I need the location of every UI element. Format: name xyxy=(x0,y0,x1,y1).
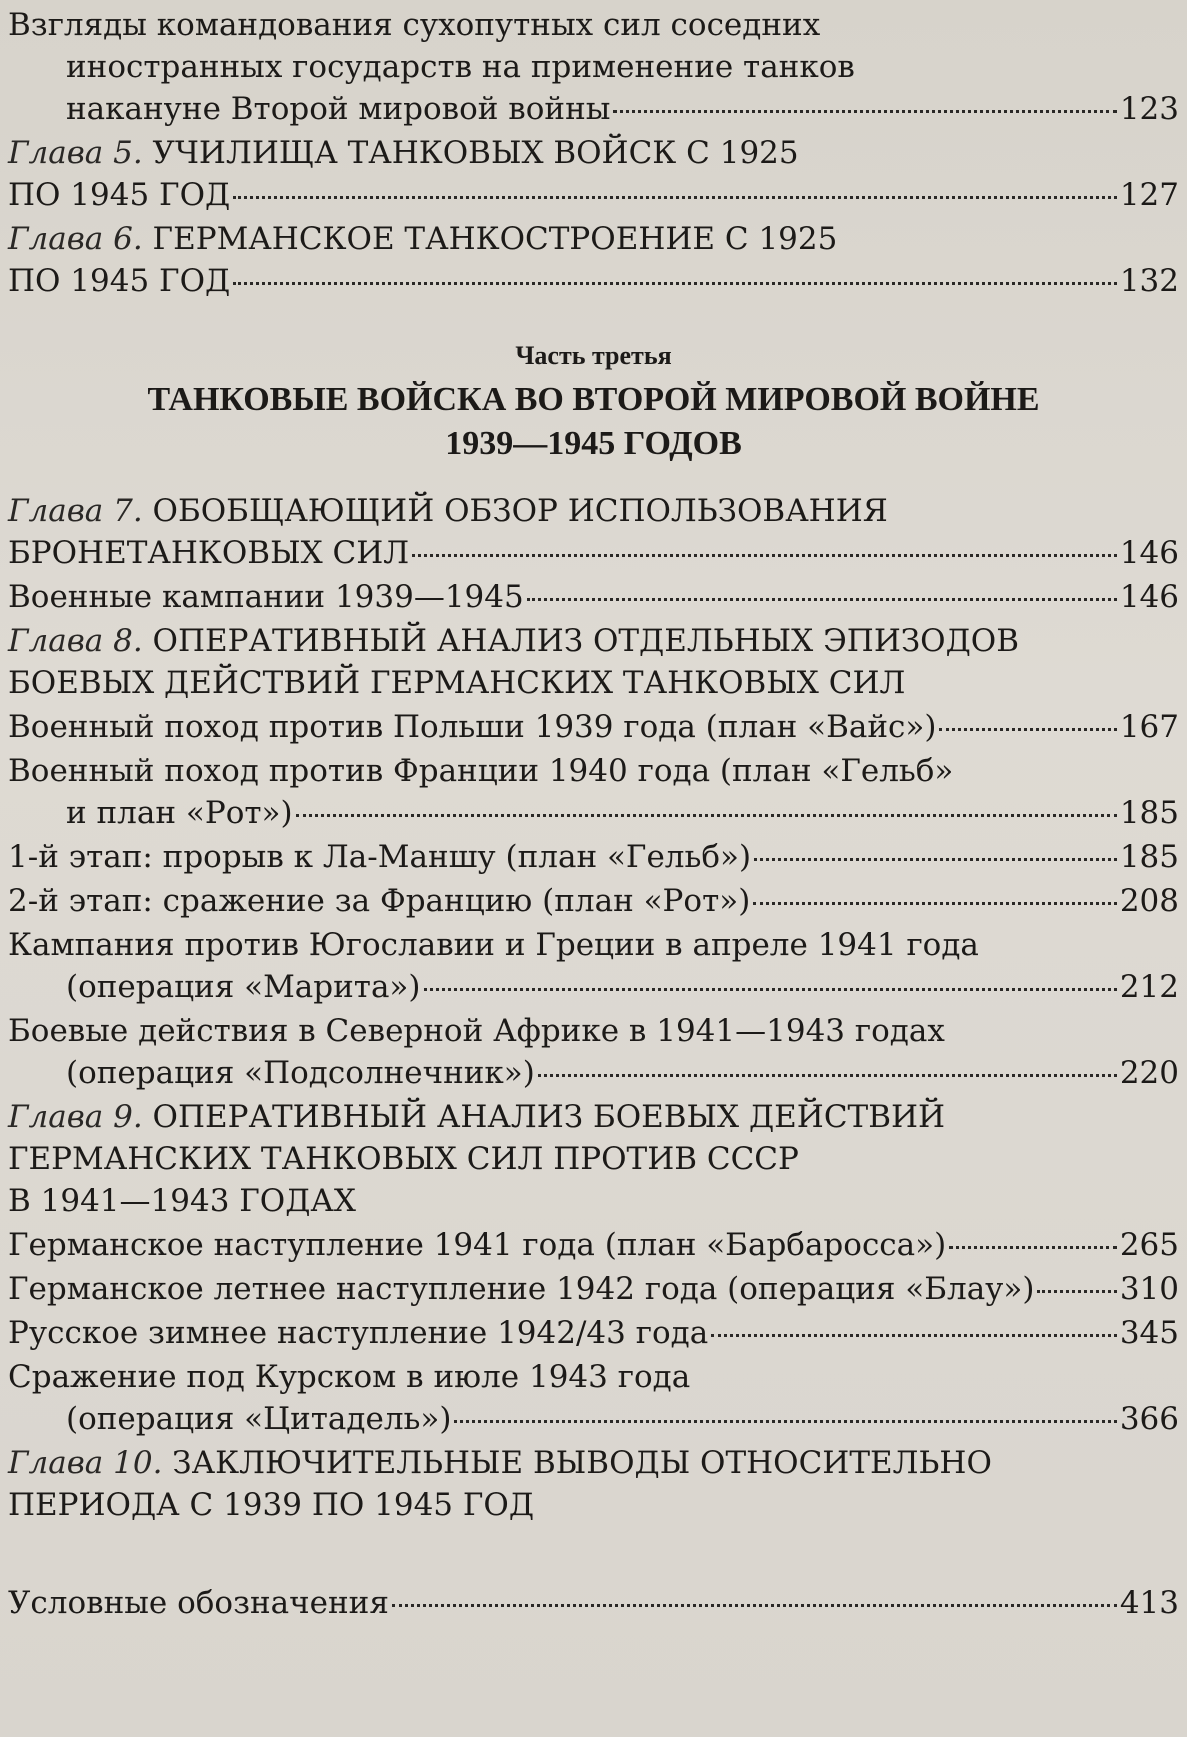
toc-entry-text: Взгляды командования сухопутных сил соседних xyxy=(8,7,821,43)
toc-entry-blau xyxy=(8,1268,1179,1310)
toc-entry-north-africa xyxy=(8,1010,1179,1094)
page-number: 413 xyxy=(1119,1585,1179,1621)
toc-line xyxy=(8,924,1179,966)
page-number: 146 xyxy=(1119,535,1179,571)
dot-leader xyxy=(1037,1290,1116,1293)
page-number: 167 xyxy=(1119,709,1179,745)
toc-line xyxy=(8,260,1179,302)
page-number: 310 xyxy=(1119,1271,1179,1307)
toc-entry-chapter-5 xyxy=(8,132,1179,216)
toc-line xyxy=(8,836,1179,878)
dot-leader xyxy=(939,728,1116,731)
toc-line xyxy=(8,1268,1179,1310)
toc-entry-text: Условные обозначения xyxy=(8,1585,389,1621)
dot-leader xyxy=(949,1246,1117,1249)
toc-entry-yugoslavia xyxy=(8,924,1179,1008)
chapter-title: БОЕВЫХ ДЕЙСТВИЙ ГЕРМАНСКИХ ТАНКОВЫХ СИЛ xyxy=(8,665,906,701)
dot-leader xyxy=(711,1334,1117,1337)
toc-line xyxy=(8,1010,1179,1052)
chapter-title: ГЕРМАНСКОЕ ТАНКОСТРОЕНИЕ С 1925 xyxy=(142,221,838,257)
toc-entry-text: (операция «Марита») xyxy=(66,969,421,1005)
part-title xyxy=(8,378,1179,466)
dot-leader xyxy=(538,1074,1117,1077)
toc-entry-chapter-9 xyxy=(8,1096,1179,1222)
toc-entry-text: Русское зимнее наступление 1942/43 года xyxy=(8,1315,709,1351)
toc-entry-winter-offensive xyxy=(8,1312,1179,1354)
toc-line xyxy=(8,1138,1179,1180)
dot-leader xyxy=(296,814,1117,817)
toc-line xyxy=(8,1180,1179,1222)
toc-entry-stage-2 xyxy=(8,880,1179,922)
toc-entry-text: Военный поход против Франции 1940 года (план «Гельб» xyxy=(8,753,954,789)
toc-entry-chapter-7 xyxy=(8,490,1179,574)
toc-entry-text: Боевые действия в Северной Африке в 1941—1943 годах xyxy=(8,1013,945,1049)
toc-line xyxy=(8,576,1179,618)
toc-entry-barbarossa xyxy=(8,1224,1179,1266)
toc-entry-stage-1 xyxy=(8,836,1179,878)
toc-entry-france xyxy=(8,750,1179,834)
chapter-title: ГЕРМАНСКИХ ТАНКОВЫХ СИЛ ПРОТИВ СССР xyxy=(8,1141,799,1177)
toc-entry-legend xyxy=(8,1582,1179,1624)
toc-entry-neighbor-views xyxy=(8,4,1179,130)
chapter-label: Глава 10. xyxy=(8,1445,163,1481)
toc-entry-text: 2-й этап: сражение за Францию (план «Рот») xyxy=(8,883,751,919)
page-number: 366 xyxy=(1119,1401,1179,1437)
page-number: 185 xyxy=(1119,795,1179,831)
dot-leader xyxy=(412,554,1117,557)
toc-entry-text: Сражение под Курском в июле 1943 года xyxy=(8,1359,691,1395)
toc-line xyxy=(8,662,1179,704)
part-title-line: 1939—1945 ГОДОВ xyxy=(445,425,742,462)
toc-line xyxy=(8,1312,1179,1354)
toc-line xyxy=(8,1224,1179,1266)
chapter-label: Глава 9. xyxy=(8,1099,143,1135)
chapter-title: БРОНЕТАНКОВЫХ СИЛ xyxy=(8,535,410,571)
toc-entry-chapter-8 xyxy=(8,620,1179,704)
toc-line xyxy=(8,218,1179,260)
dot-leader xyxy=(424,988,1117,991)
toc-line xyxy=(8,966,1179,1008)
toc-line xyxy=(8,46,1179,88)
toc-line xyxy=(8,532,1179,574)
dot-leader xyxy=(754,858,1117,861)
toc-line xyxy=(8,174,1179,216)
chapter-title: УЧИЛИЩА ТАНКОВЫХ ВОЙСК С 1925 xyxy=(142,135,799,171)
toc-entry-text: (операция «Подсолнечник») xyxy=(66,1055,535,1091)
toc-entry-chapter-6 xyxy=(8,218,1179,302)
toc-entry-text: Военный поход против Польши 1939 года (план «Вайс») xyxy=(8,709,937,745)
toc-line xyxy=(8,792,1179,834)
toc-line xyxy=(8,4,1179,46)
toc-entry-text: Германское летнее наступление 1942 года (операция «Блау») xyxy=(8,1271,1035,1307)
toc-entry-text: накануне Второй мировой войны xyxy=(66,91,611,127)
chapter-title: ПЕРИОДА С 1939 ПО 1945 ГОД xyxy=(8,1487,535,1523)
toc-line xyxy=(8,88,1179,130)
chapter-title: ЗАКЛЮЧИТЕЛЬНЫЕ ВЫВОДЫ ОТНОСИТЕЛЬНО xyxy=(162,1445,992,1481)
chapter-title: ОПЕРАТИВНЫЙ АНАЛИЗ ОТДЕЛЬНЫХ ЭПИЗОДОВ xyxy=(142,623,1019,659)
part-label: Часть третья xyxy=(515,341,672,370)
toc-entry-campaigns xyxy=(8,576,1179,618)
toc-line xyxy=(8,706,1179,748)
page-number: 185 xyxy=(1119,839,1179,875)
toc-entry-poland xyxy=(8,706,1179,748)
toc-line xyxy=(8,880,1179,922)
dot-leader xyxy=(392,1604,1117,1607)
chapter-title: ОПЕРАТИВНЫЙ АНАЛИЗ БОЕВЫХ ДЕЙСТВИЙ xyxy=(142,1099,946,1135)
dot-leader xyxy=(233,282,1117,285)
page-number: 345 xyxy=(1119,1315,1179,1351)
chapter-title: ОБОБЩАЮЩИЙ ОБЗОР ИСПОЛЬЗОВАНИЯ xyxy=(142,493,888,529)
toc-line xyxy=(8,1356,1179,1398)
toc-entry-text: иностранных государств на применение танков xyxy=(66,49,855,85)
page-number: 212 xyxy=(1119,969,1179,1005)
toc-line xyxy=(8,1398,1179,1440)
dot-leader xyxy=(613,110,1116,113)
toc-line xyxy=(8,620,1179,662)
page-number: 220 xyxy=(1119,1055,1179,1091)
toc-line xyxy=(8,750,1179,792)
page-number: 208 xyxy=(1119,883,1179,919)
toc-line xyxy=(8,1582,1179,1624)
page-number: 123 xyxy=(1119,91,1179,127)
toc-line xyxy=(8,490,1179,532)
toc-entry-text: Германское наступление 1941 года (план «Барбаросса») xyxy=(8,1227,947,1263)
toc-entry-text: Военные кампании 1939—1945 xyxy=(8,579,524,615)
toc-entry-text: и план «Рот») xyxy=(66,795,293,831)
toc-line xyxy=(8,1484,1179,1526)
page-number: 146 xyxy=(1119,579,1179,615)
toc-entry-text: (операция «Цитадель») xyxy=(66,1401,452,1437)
page-number: 132 xyxy=(1119,263,1179,299)
spacer xyxy=(8,1528,1179,1582)
toc-entry-text: Кампания против Югославии и Греции в апреле 1941 года xyxy=(8,927,979,963)
dot-leader xyxy=(454,1420,1116,1423)
chapter-title: ПО 1945 ГОД xyxy=(8,263,231,299)
toc-entry-kursk xyxy=(8,1356,1179,1440)
toc-line xyxy=(8,1096,1179,1138)
page-number: 265 xyxy=(1119,1227,1179,1263)
chapter-label: Глава 6. xyxy=(8,221,143,257)
part-title-line: ТАНКОВЫЕ ВОЙСКА ВО ВТОРОЙ МИРОВОЙ ВОЙНЕ xyxy=(147,381,1040,418)
dot-leader xyxy=(753,902,1117,905)
table-of-contents xyxy=(8,4,1179,1624)
chapter-label: Глава 5. xyxy=(8,135,143,171)
toc-line xyxy=(8,1052,1179,1094)
toc-line xyxy=(8,1442,1179,1484)
chapter-title: В 1941—1943 ГОДАХ xyxy=(8,1183,356,1219)
chapter-title: ПО 1945 ГОД xyxy=(8,177,231,213)
toc-entry-chapter-10 xyxy=(8,1442,1179,1526)
page-number: 127 xyxy=(1119,177,1179,213)
toc-line xyxy=(8,132,1179,174)
chapter-label: Глава 7. xyxy=(8,493,143,529)
dot-leader xyxy=(233,196,1117,199)
toc-entry-text: 1-й этап: прорыв к Ла-Маншу (план «Гельб») xyxy=(8,839,752,875)
dot-leader xyxy=(527,598,1117,601)
chapter-label: Глава 8. xyxy=(8,623,143,659)
